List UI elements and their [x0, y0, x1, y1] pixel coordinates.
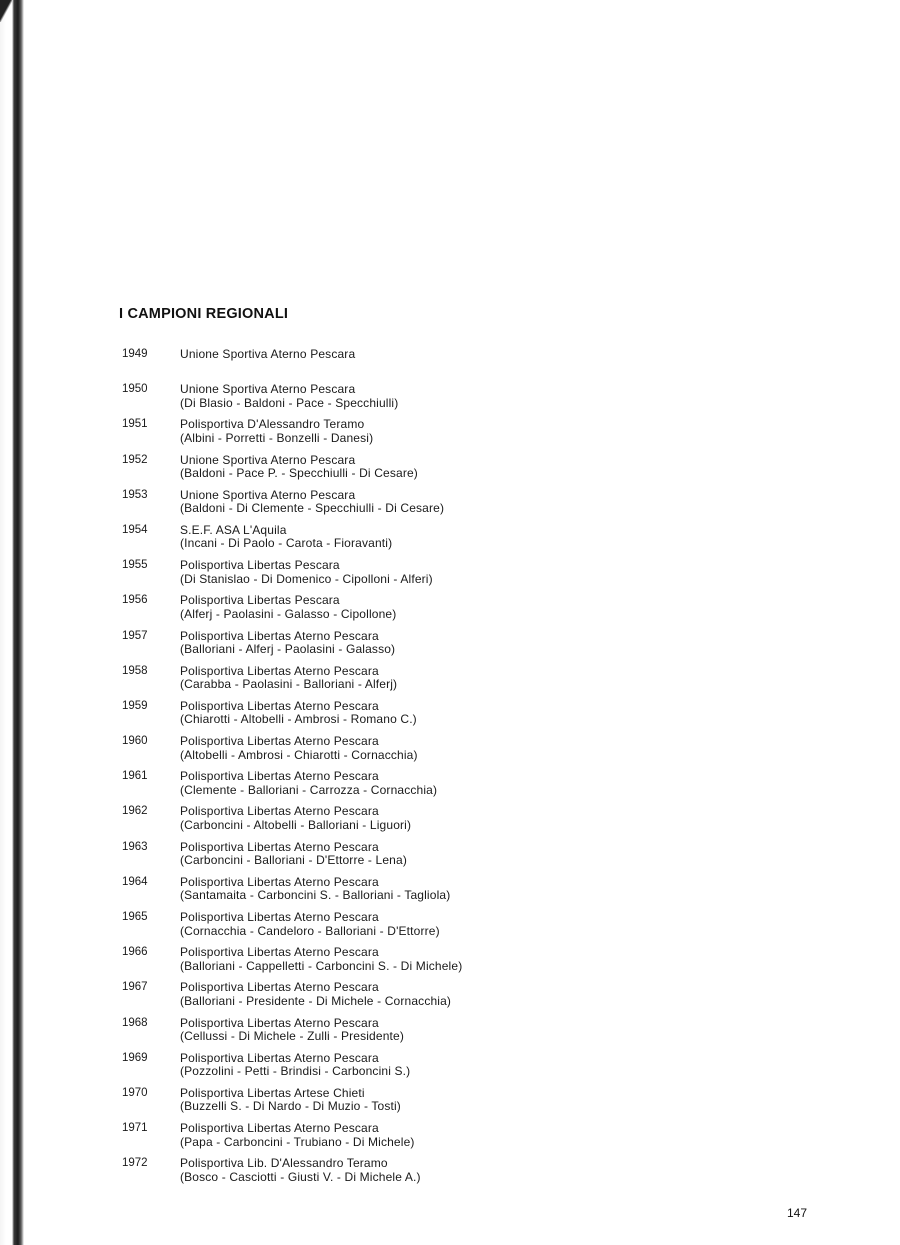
entry-year: 1966 — [122, 946, 148, 959]
entry-club: Polisportiva Libertas Pescara — [180, 558, 340, 573]
page-title: I CAMPIONI REGIONALI — [119, 306, 289, 322]
entry-members: (Carabba - Paolasini - Balloriani - Alferj) — [180, 677, 398, 692]
entry-members: (Balloriani - Presidente - Di Michele - Cornacchia) — [180, 993, 452, 1008]
entry-year: 1969 — [122, 1051, 148, 1064]
champion-entry — [0, 735, 900, 770]
entry-club: Polisportiva Libertas Aterno Pescara — [180, 698, 379, 713]
entry-members: (Di Blasio - Baldoni - Pace - Specchiulli) — [180, 395, 399, 410]
entry-year: 1970 — [122, 1086, 148, 1099]
entry-year: 1972 — [122, 1157, 148, 1170]
entry-year: 1957 — [122, 629, 148, 642]
entry-members: (Buzzelli S. - Di Nardo - Di Muzio - Tosti) — [180, 1099, 401, 1114]
page-number: 147 — [787, 1206, 808, 1220]
entry-club: Unione Sportiva Aterno Pescara — [180, 452, 356, 467]
entry-club: Polisportiva Libertas Aterno Pescara — [180, 945, 379, 960]
entry-year: 1951 — [122, 418, 148, 431]
entry-members: (Carboncini - Balloriani - D'Ettorre - Lena) — [180, 853, 407, 868]
champion-entry — [0, 383, 900, 418]
champion-entry — [0, 559, 900, 594]
champion-entry — [0, 1157, 900, 1192]
entry-members: (Cornacchia - Candeloro - Balloriani - D'Ettorre) — [180, 923, 440, 938]
entry-year: 1971 — [122, 1122, 148, 1135]
champion-entry — [0, 1122, 900, 1157]
entry-members: (Cellussi - Di Michele - Zulli - Presidente) — [180, 1029, 404, 1044]
entry-club: Polisportiva Libertas Aterno Pescara — [180, 734, 379, 749]
entry-year: 1961 — [122, 770, 148, 783]
entry-club: Polisportiva Libertas Aterno Pescara — [180, 980, 379, 995]
binding-tick — [0, 0, 12, 22]
champion-entry — [0, 418, 900, 453]
entry-members: (Balloriani - Cappelletti - Carboncini S. - Di Michele) — [180, 958, 463, 973]
entry-members: (Alferj - Paolasini - Galasso - Cipollone) — [180, 606, 397, 621]
champion-entry — [0, 348, 900, 383]
champion-entry — [0, 630, 900, 665]
entry-members: (Altobelli - Ambrosi - Chiarotti - Cornacchia) — [180, 747, 418, 762]
entry-members: (Chiarotti - Altobelli - Ambrosi - Romano C.) — [180, 712, 417, 727]
entry-club: Polisportiva Libertas Aterno Pescara — [180, 874, 379, 889]
champion-entry — [0, 841, 900, 876]
entry-year: 1949 — [122, 348, 148, 360]
entry-members: (Papa - Carboncini - Trubiano - Di Michele) — [180, 1134, 415, 1149]
champion-entry — [0, 665, 900, 700]
champions-list — [0, 348, 900, 1193]
entry-year: 1963 — [122, 840, 148, 853]
champion-entry — [0, 700, 900, 735]
entry-year: 1962 — [122, 805, 148, 818]
entry-members: (Santamaita - Carboncini S. - Balloriani - Tagliola) — [180, 888, 451, 903]
champion-entry — [0, 1017, 900, 1052]
entry-year: 1968 — [122, 1016, 148, 1029]
champion-entry — [0, 946, 900, 981]
entry-members: (Carboncini - Altobelli - Balloriani - Liguori) — [180, 817, 412, 832]
entry-members: (Balloriani - Alferj - Paolasini - Galasso) — [180, 642, 396, 656]
champion-entry — [0, 1052, 900, 1087]
champion-entry — [0, 876, 900, 911]
entry-members: (Clemente - Balloriani - Carrozza - Cornacchia) — [180, 782, 438, 797]
entry-year: 1959 — [122, 699, 148, 712]
entry-members: (Albini - Porretti - Bonzelli - Danesi) — [180, 430, 374, 445]
champion-entry — [0, 594, 900, 629]
entry-club: Unione Sportiva Aterno Pescara — [180, 347, 356, 361]
champion-entry — [0, 524, 900, 559]
entry-club: Polisportiva Libertas Aterno Pescara — [180, 804, 379, 819]
entry-year: 1960 — [122, 735, 148, 748]
entry-year: 1964 — [122, 875, 148, 888]
entry-year: 1952 — [122, 453, 148, 466]
champion-entry — [0, 489, 900, 524]
entry-members: (Incani - Di Paolo - Carota - Fioravanti) — [180, 536, 393, 551]
entry-members: (Bosco - Casciotti - Giusti V. - Di Michele A.) — [180, 1169, 421, 1184]
entry-club: Unione Sportiva Aterno Pescara — [180, 382, 356, 397]
champion-entry — [0, 1087, 900, 1122]
champion-entry — [0, 770, 900, 805]
entry-club: Polisportiva Libertas Aterno Pescara — [180, 1050, 379, 1065]
entry-club: Polisportiva Libertas Pescara — [180, 593, 340, 608]
entry-year: 1955 — [122, 559, 148, 572]
entry-club: Polisportiva Libertas Aterno Pescara — [180, 839, 379, 854]
entry-members: (Pozzolini - Petti - Brindisi - Carboncini S.) — [180, 1064, 411, 1079]
entry-year: 1950 — [122, 383, 148, 396]
entry-club: Polisportiva Libertas Aterno Pescara — [180, 628, 379, 643]
champion-entry — [0, 981, 900, 1016]
entry-club: Polisportiva Libertas Aterno Pescara — [180, 769, 379, 784]
entry-club: Polisportiva Libertas Aterno Pescara — [180, 1015, 379, 1030]
champion-entry — [0, 911, 900, 946]
entry-club: S.E.F. ASA L'Aquila — [180, 522, 287, 537]
entry-year: 1967 — [122, 981, 148, 994]
entry-year: 1958 — [122, 664, 148, 677]
entry-club: Polisportiva Libertas Artese Chieti — [180, 1085, 365, 1100]
entry-club: Polisportiva Lib. D'Alessandro Teramo — [180, 1156, 388, 1171]
entry-members: (Baldoni - Pace P. - Specchiulli - Di Cesare) — [180, 466, 418, 481]
entry-club: Unione Sportiva Aterno Pescara — [180, 487, 356, 502]
entry-year: 1953 — [122, 488, 148, 501]
entry-club: Polisportiva Libertas Aterno Pescara — [180, 663, 379, 678]
entry-club: Polisportiva Libertas Aterno Pescara — [180, 1121, 379, 1136]
entry-club: Polisportiva D'Alessandro Teramo — [180, 417, 365, 432]
champion-entry — [0, 454, 900, 489]
entry-members: (Baldoni - Di Clemente - Specchiulli - Di Cesare) — [180, 501, 445, 516]
entry-club: Polisportiva Libertas Aterno Pescara — [180, 910, 379, 924]
entry-members: (Di Stanislao - Di Domenico - Cipolloni - Alferi) — [180, 571, 433, 586]
champion-entry — [0, 805, 900, 840]
entry-year: 1956 — [122, 594, 148, 607]
entry-year: 1954 — [122, 523, 148, 536]
entry-year: 1965 — [122, 911, 148, 923]
